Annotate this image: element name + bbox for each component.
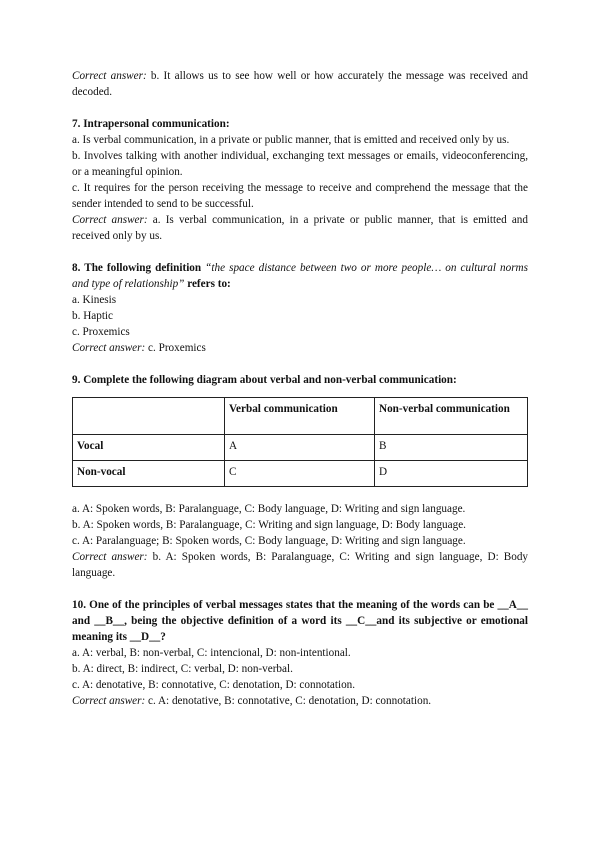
q8-definition-quote: “the space distance between two or more people… on cultural norms and type of relationship” (72, 262, 528, 290)
q8-option-a: a. Kinesis (72, 294, 117, 306)
table-cell: A (225, 435, 375, 461)
answer-label: Correct answer: (72, 342, 146, 354)
q9-option-b: b. A: Spoken words, B: Paralanguage, C: Writing and sign language, D: Body language. (72, 519, 466, 531)
answer-label: Correct answer: (72, 70, 147, 82)
q8-title-start: 8. The following definition (72, 262, 206, 274)
communication-diagram-table (72, 397, 528, 487)
document-page (72, 68, 528, 709)
table-header-nonverbal: Non-verbal communication (375, 398, 528, 435)
q9-correct-answer (72, 549, 528, 581)
q10-option-c: c. A: denotative, B: connotative, C: denotation, D: connotation. (72, 679, 356, 691)
q10-option-a: a. A: verbal, B: non-verbal, C: intencional, D: non-intentional. (72, 647, 351, 659)
answer-text: b. A: Spoken words, B: Paralanguage, C: Writing and sign language, D: Body language. (72, 551, 529, 579)
q8-title-end: refers to: (184, 278, 231, 290)
table-cell (73, 398, 225, 435)
table-row-label: Non-vocal (73, 461, 225, 487)
q10-option-b: b. A: direct, B: indirect, C: verbal, D: non-verbal. (72, 663, 293, 675)
table-row (73, 461, 528, 487)
q9-option-c: c. A: Paralanguage; B: Spoken words, C: Body language, D: Writing and sign language. (72, 535, 466, 547)
table-header-verbal: Verbal communication (225, 398, 375, 435)
q8-option-c: c. Proxemics (72, 326, 130, 338)
answer-label: Correct answer: (72, 551, 148, 563)
answer-text: c. Proxemics (145, 342, 206, 354)
q10-correct-answer (72, 693, 528, 709)
q7-option-c: c. It requires for the person receiving the message to receive and comprehend the message that the sender intended to send to be successful. (72, 182, 528, 210)
q7-title: 7. Intrapersonal communication: (72, 118, 230, 130)
answer-text: b. It allows us to see how well or how accurately the message was received and decoded. (72, 70, 528, 98)
q9-option-a: a. A: Spoken words, B: Paralanguage, C: Body language, D: Writing and sign language. (72, 503, 466, 515)
answer-label: Correct answer: (72, 214, 148, 226)
q8-option-b: b. Haptic (72, 310, 114, 322)
answer-text: c. A: denotative, B: connotative, C: denotation, D: connotation. (145, 695, 432, 707)
q6-correct-answer (72, 68, 528, 100)
q8-title (72, 260, 528, 292)
answer-label: Correct answer: (72, 695, 146, 707)
table-row (73, 435, 528, 461)
table-cell: C (225, 461, 375, 487)
q7-option-b: b. Involves talking with another individual, exchanging text messages or emails, videoconferencing, or a meaningful opinion. (72, 150, 528, 178)
table-cell: B (375, 435, 528, 461)
q7-option-a: a. Is verbal communication, in a private or public manner, that is emitted and received only by us. (72, 134, 510, 146)
q7-correct-answer (72, 212, 528, 244)
q8-correct-answer (72, 340, 528, 356)
table-row-label: Vocal (73, 435, 225, 461)
answer-text: a. Is verbal communication, in a private or public manner, that is emitted and received only by us. (72, 214, 528, 242)
table-cell: D (375, 461, 528, 487)
table-header-row (73, 398, 528, 435)
q9-title: 9. Complete the following diagram about verbal and non-verbal communication: (72, 374, 457, 386)
q10-title: 10. One of the principles of verbal messages states that the meaning of the words can be __A__ and __B__, being the objective definition of a word its __C__and its subjective or emotional meaning its __D__? (72, 599, 528, 643)
